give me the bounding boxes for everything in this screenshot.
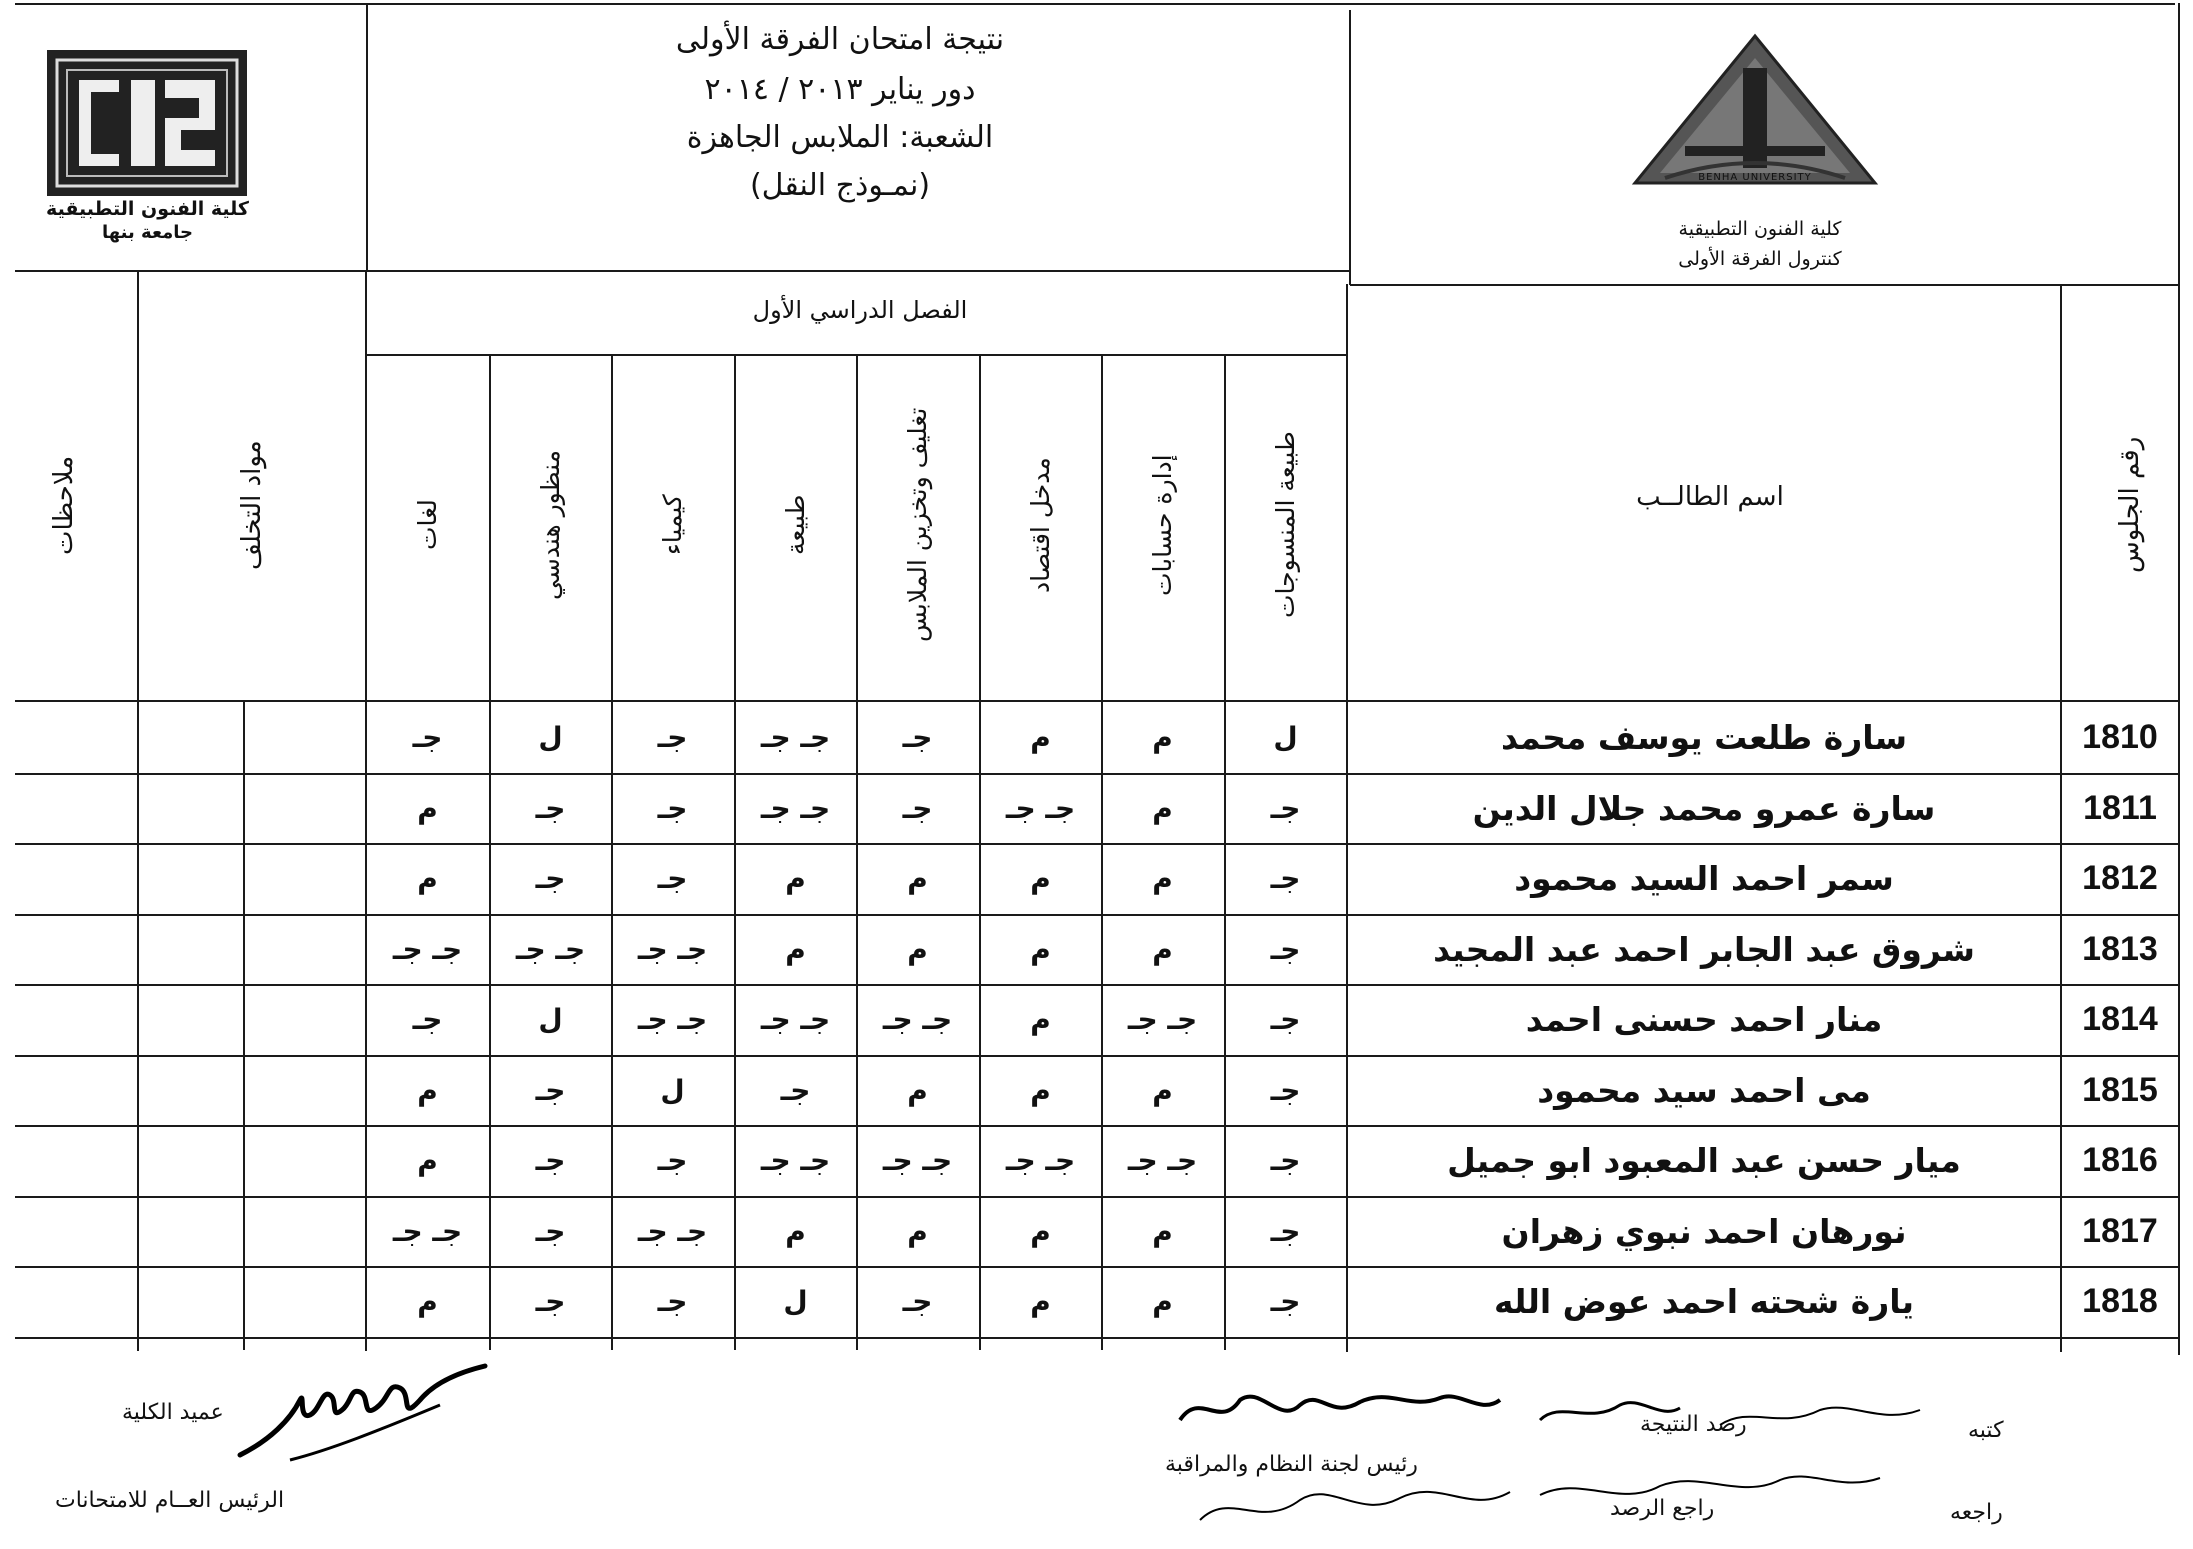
grade-cell: م xyxy=(1030,1285,1051,1318)
grade-cell: جـ جـ xyxy=(1127,1003,1198,1036)
seat-number: 1813 xyxy=(2082,930,2158,968)
subject-header: إدارة حسابات xyxy=(1148,454,1177,596)
grade-cell: م xyxy=(1152,792,1173,825)
grade-cell: ل xyxy=(1273,721,1298,754)
grade-cell: جـ xyxy=(535,1144,566,1177)
student-name: منار احمد حسنى احمد xyxy=(1525,1000,1883,1039)
student-name: يارة شحته احمد عوض الله xyxy=(1493,1282,1915,1321)
student-name: سارة عمرو محمد جلال الدين xyxy=(1472,789,1936,828)
grade-cell: جـ xyxy=(657,1285,688,1318)
student-name: ميار حسن عبد المعبود ابو جميل xyxy=(1447,1141,1961,1180)
rule-v-notes xyxy=(137,271,139,1351)
grade-cell: جـ جـ xyxy=(1005,1144,1076,1177)
grade-cell: م xyxy=(1152,721,1173,754)
grade-cell: ل xyxy=(538,721,563,754)
form-type: (نمـوذج النقل) xyxy=(749,168,931,203)
seat-header: رقم الجلوس xyxy=(2115,436,2145,574)
header-divider-left xyxy=(366,3,368,271)
grade-cell: جـ xyxy=(780,1074,811,1107)
grade-cell: ل xyxy=(660,1074,685,1107)
grade-cell: م xyxy=(907,1074,928,1107)
grade-cell: م xyxy=(1152,1215,1173,1248)
grade-cell: جـ xyxy=(535,1285,566,1318)
grade-cell: م xyxy=(417,1285,438,1318)
grade-cell: جـ xyxy=(902,721,933,754)
grade-cell: م xyxy=(1152,862,1173,895)
control-line1: كلية الفنون التطبيقية xyxy=(1678,218,1842,240)
seat-number: 1816 xyxy=(2082,1141,2158,1179)
general-head-label: الرئيس العــام للامتحانات xyxy=(55,1488,285,1513)
seat-number: 1818 xyxy=(2082,1282,2158,1320)
grade-cell: جـ جـ xyxy=(760,1003,831,1036)
review-recorder-label: راجع الرصد xyxy=(1610,1496,1715,1521)
grade-cell: جـ جـ xyxy=(760,721,831,754)
grade-cell: جـ xyxy=(657,721,688,754)
student-name: مى احمد سيد محمود xyxy=(1537,1071,1871,1110)
grade-cell: جـ جـ xyxy=(392,933,463,966)
notes-header: ملاحظات xyxy=(49,455,79,555)
subject-header: طبيعة المنسوجات xyxy=(1271,431,1300,619)
recorder-label: رصد النتيجة xyxy=(1640,1412,1747,1437)
grade-cell: م xyxy=(1030,1215,1051,1248)
grade-cell: م xyxy=(417,792,438,825)
grade-cell: م xyxy=(417,1074,438,1107)
grade-cell: جـ جـ xyxy=(882,1144,953,1177)
subject-header: منظور هندسي xyxy=(536,449,565,600)
grade-cell: م xyxy=(907,862,928,895)
header-divider-right xyxy=(1349,10,1351,285)
grade-cell: م xyxy=(1152,1074,1173,1107)
name-header: اسم الطالــب xyxy=(1636,482,1784,512)
grade-cell: م xyxy=(785,862,806,895)
reviewed-by-label: راجعه xyxy=(1950,1500,2003,1525)
grade-cell: جـ xyxy=(657,792,688,825)
grade-cell: م xyxy=(785,933,806,966)
grade-cell: م xyxy=(1030,1003,1051,1036)
dean-signature xyxy=(230,1360,500,1470)
grade-cell: م xyxy=(417,1144,438,1177)
seat-number: 1814 xyxy=(2082,1000,2158,1038)
student-name: سارة طلعت يوسف محمد xyxy=(1500,718,1908,757)
subject-header: لغات xyxy=(413,499,442,551)
grade-cell: جـ جـ xyxy=(637,1003,708,1036)
seat-number: 1817 xyxy=(2082,1212,2158,1250)
grade-cell: جـ xyxy=(1270,792,1301,825)
university-logo-caption: BENHA UNIVERSITY xyxy=(1698,172,1812,183)
subject-header: تغليف وتخزين الملابس xyxy=(903,407,932,643)
grade-cell: جـ xyxy=(1270,1003,1301,1036)
grade-cell: جـ جـ xyxy=(637,1215,708,1248)
page-title: نتيجة امتحان الفرقة الأولى xyxy=(675,22,1005,57)
student-name: شروق عبد الجابر احمد عبد المجيد xyxy=(1433,930,1975,969)
grade-cell: جـ xyxy=(1270,1215,1301,1248)
student-name: نورهان احمد نبوي زهران xyxy=(1501,1212,1907,1251)
grade-cell: جـ xyxy=(1270,862,1301,895)
left-logo-line1: كلية الفنون التطبيقية xyxy=(46,198,249,220)
grade-cell: جـ xyxy=(1270,1074,1301,1107)
grade-cell: جـ xyxy=(412,1003,443,1036)
grade-cell: ل xyxy=(538,1003,563,1036)
grade-cell: جـ xyxy=(1270,1285,1301,1318)
rule-v-remedial-split xyxy=(243,700,245,1350)
grade-cell: جـ xyxy=(535,1215,566,1248)
exam-session: دور يناير ٢٠١٣ / ٢٠١٤ xyxy=(704,72,976,107)
faculty-logo xyxy=(45,48,250,198)
grade-cell: م xyxy=(1030,721,1051,754)
grade-cell: م xyxy=(1030,933,1051,966)
subject-header: طبيعة xyxy=(781,494,810,556)
seat-number: 1811 xyxy=(2083,789,2157,827)
grade-cell: جـ جـ xyxy=(760,1144,831,1177)
subject-header: مدخل اقتصاد xyxy=(1026,457,1055,593)
grade-cell: م xyxy=(1030,862,1051,895)
seat-number: 1815 xyxy=(2082,1071,2158,1109)
grade-cell: جـ xyxy=(902,1285,933,1318)
grade-cell: جـ xyxy=(902,792,933,825)
control-line2: كنترول الفرقة الأولى xyxy=(1678,248,1842,270)
grade-cell: م xyxy=(417,862,438,895)
student-name: سمر احمد السيد محمود xyxy=(1514,859,1894,898)
grade-cell: جـ xyxy=(535,862,566,895)
grade-cell: جـ xyxy=(657,1144,688,1177)
seat-number: 1812 xyxy=(2082,859,2158,897)
grade-cell: ل xyxy=(783,1285,808,1318)
dean-label: عميد الكلية xyxy=(122,1400,224,1425)
semester-header: الفصل الدراسي الأول xyxy=(752,296,968,324)
grade-cell: جـ جـ xyxy=(1127,1144,1198,1177)
grade-cell: م xyxy=(1152,933,1173,966)
grade-cell: جـ جـ xyxy=(760,792,831,825)
grade-cell: جـ جـ xyxy=(392,1215,463,1248)
header-bottom-left xyxy=(15,270,1350,272)
header-bottom-right xyxy=(1350,284,2178,286)
grade-cell: جـ xyxy=(412,721,443,754)
remedial-header: مواد التخلف xyxy=(237,440,267,570)
grade-cell: م xyxy=(907,933,928,966)
grade-cell: م xyxy=(785,1215,806,1248)
grade-cell: جـ xyxy=(1270,933,1301,966)
grade-cell: م xyxy=(907,1215,928,1248)
footer-handwriting xyxy=(1160,1380,1980,1540)
grade-cell: جـ xyxy=(1270,1144,1301,1177)
grade-cell: م xyxy=(1152,1285,1173,1318)
committee-head-label: رئيس لجنة النظام والمراقبة xyxy=(1165,1452,1418,1477)
grade-cell: جـ جـ xyxy=(882,1003,953,1036)
grade-cell: جـ جـ xyxy=(637,933,708,966)
grade-cell: جـ xyxy=(535,1074,566,1107)
frame-top xyxy=(15,3,2175,5)
seat-number: 1810 xyxy=(2082,718,2158,756)
grade-cell: جـ xyxy=(535,792,566,825)
grade-cell: م xyxy=(1030,1074,1051,1107)
department: الشعبة: الملابس الجاهزة xyxy=(686,120,994,155)
grade-cell: جـ جـ xyxy=(515,933,586,966)
subject-header: كيمياء xyxy=(658,494,687,556)
grade-cell: جـ xyxy=(657,862,688,895)
grade-cell: جـ جـ xyxy=(1005,792,1076,825)
written-by-label: كتبه xyxy=(1968,1418,2004,1443)
row-rule xyxy=(15,1337,2180,1339)
left-logo-line2: جامعة بنها xyxy=(102,222,193,243)
frame-right xyxy=(2178,3,2180,1355)
